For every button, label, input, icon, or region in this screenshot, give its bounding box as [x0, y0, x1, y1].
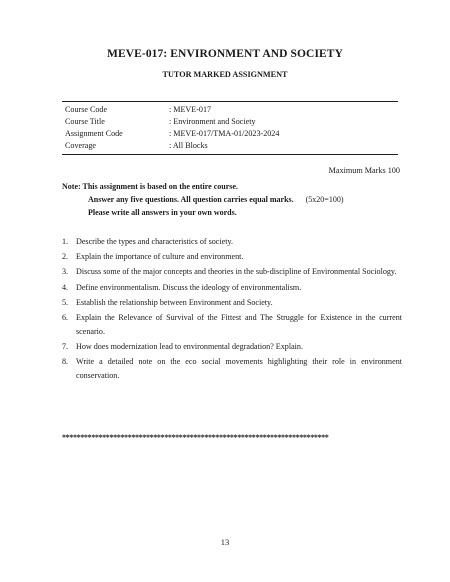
maximum-marks: Maximum Marks 100 — [328, 166, 400, 175]
question-item — [62, 340, 402, 354]
question-text: Describe the types and characteristics of society. — [76, 237, 234, 246]
question-text: Explain the importance of culture and environment. — [76, 252, 244, 262]
question-item — [62, 296, 402, 310]
question-number: 7. — [62, 341, 69, 351]
course-info-table — [62, 101, 398, 155]
note-line-2 — [62, 193, 402, 206]
question-number: 4. — [62, 282, 69, 292]
course-title-row — [62, 116, 398, 128]
question-item — [62, 281, 402, 295]
note-line-1: Note: This assignment is based on the entire course. — [62, 182, 238, 191]
course-code-row — [62, 104, 398, 116]
separator-line: ************************************************************************* — [62, 433, 329, 442]
coverage-label: Coverage — [65, 140, 97, 150]
question-item — [62, 235, 402, 249]
question-number: 2. — [62, 252, 69, 262]
question-text: Write a detailed note on the eco social movements highlighting their role in environment conservation. — [76, 356, 402, 380]
assignment-code-value: : MEVE-017/TMA-01/2023-2024 — [169, 128, 280, 138]
question-text: Establish the relationship between Environment and Society. — [76, 297, 273, 307]
question-number: 3. — [62, 267, 69, 277]
question-text: How does modernization lead to environmental degradation? Explain. — [76, 341, 304, 351]
note-line-3: Please write all answers in your own words. — [88, 208, 237, 217]
question-item — [62, 250, 402, 264]
question-number: 5. — [62, 297, 69, 307]
course-title-value: : Environment and Society — [169, 116, 256, 126]
assignment-note — [62, 180, 402, 219]
course-code-label: Course Code — [65, 105, 108, 114]
assignment-code-row — [62, 128, 398, 140]
note-instruction: Answer any five questions. All question carries equal marks. — [88, 195, 294, 204]
assignment-code-label: Assignment Code — [65, 128, 123, 138]
marks-split: (5x20=100) — [305, 195, 344, 204]
page-title: MEVE-017: ENVIRONMENT AND SOCIETY — [107, 48, 343, 60]
coverage-value: : All Blocks — [169, 140, 208, 150]
page-number: 13 — [220, 537, 230, 547]
question-item — [62, 311, 402, 338]
question-number: 8. — [62, 356, 69, 366]
question-number: 1. — [62, 237, 69, 246]
coverage-row — [62, 140, 398, 152]
course-title-label: Course Title — [65, 116, 105, 126]
course-code-value: : MEVE-017 — [169, 105, 212, 114]
question-item — [62, 265, 402, 279]
question-text: Discuss some of the major concepts and theories in the sub-discipline of Environmental Sociology. — [76, 267, 397, 277]
question-list — [62, 235, 402, 384]
question-text: Explain the Relevance of Survival of the Fittest and The Struggle for Existence in the current scenario. — [76, 312, 402, 336]
question-text: Define environmentalism. Discuss the ideology of environmentalism. — [76, 282, 302, 292]
question-number: 6. — [62, 312, 69, 322]
question-item — [62, 355, 402, 382]
page-subtitle: TUTOR MARKED ASSIGNMENT — [162, 70, 288, 79]
